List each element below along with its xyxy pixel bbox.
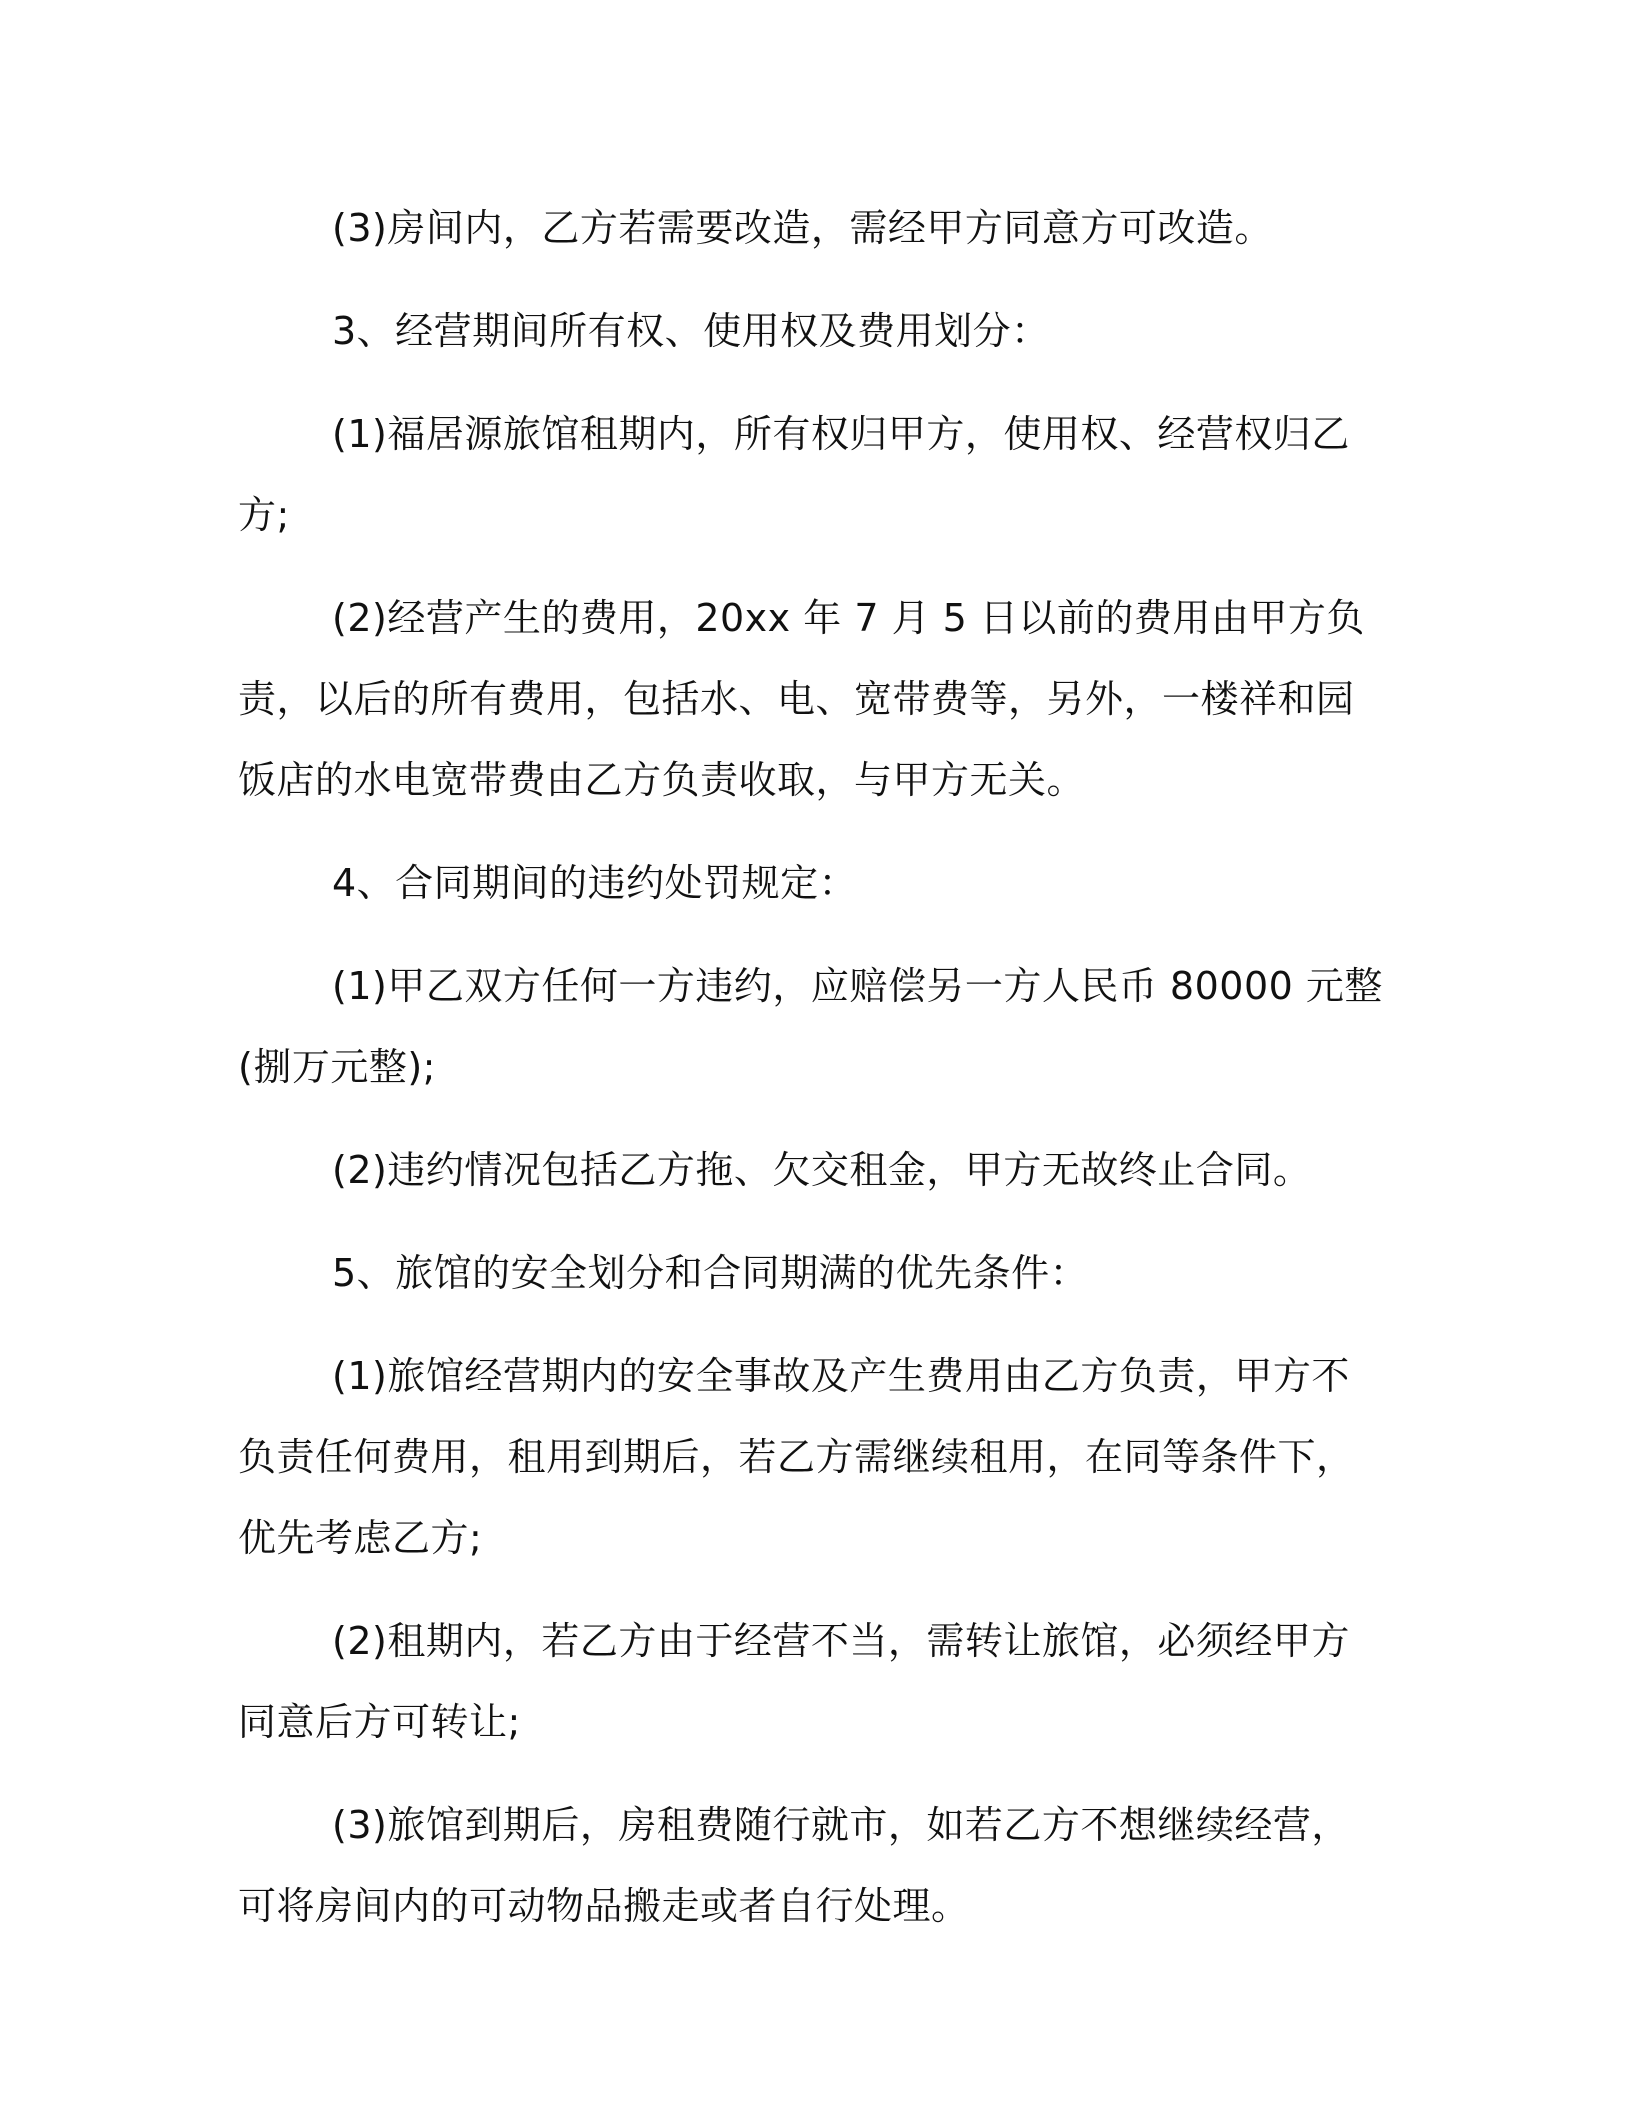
paragraph-5-2-transfer: (2)租期内，若乙方由于经营不当，需转让旅馆，必须经甲方同意后方可转让; — [238, 1619, 1350, 1744]
paragraph-3-2-expenses: (2)经营产生的费用，20xx 年 7 月 5 日以前的费用由甲方负责，以后的所有费用，包括水、电、宽带费等，另外，一楼祥和园饭店的水电宽带费由乙方负责收取，与甲方无关。 — [238, 596, 1365, 802]
section-4-heading: 4、合同期间的违约处罚规定： — [332, 861, 858, 905]
document-body — [238, 188, 1388, 1947]
paragraph-3-1-ownership: (1)福居源旅馆租期内，所有权归甲方，使用权、经营权归乙方; — [238, 412, 1350, 537]
section-5-heading: 5、旅馆的安全划分和合同期满的优先条件： — [332, 1251, 1089, 1295]
paragraph-5-1-safety: (1)旅馆经营期内的安全事故及产生费用由乙方负责，甲方不负责任何费用，租用到期后，若乙方需继续租用，在同等条件下，优先考虑乙方; — [238, 1354, 1355, 1560]
paragraph-3-3-renovation: (3)房间内，乙方若需要改造，需经甲方同意方可改造。 — [332, 206, 1273, 250]
paragraph-4-2-breach: (2)违约情况包括乙方拖、欠交租金，甲方无故终止合同。 — [332, 1148, 1312, 1192]
section-3-heading: 3、经营期间所有权、使用权及费用划分： — [332, 309, 1050, 353]
paragraph-5-3-expiry: (3)旅馆到期后，房租费随行就市，如若乙方不想继续经营，可将房间内的可动物品搬走或者自行处理。 — [238, 1803, 1350, 1928]
paragraph-4-1-penalty: (1)甲乙双方任何一方违约，应赔偿另一方人民币 80000 元整(捌万元整); — [238, 964, 1383, 1089]
